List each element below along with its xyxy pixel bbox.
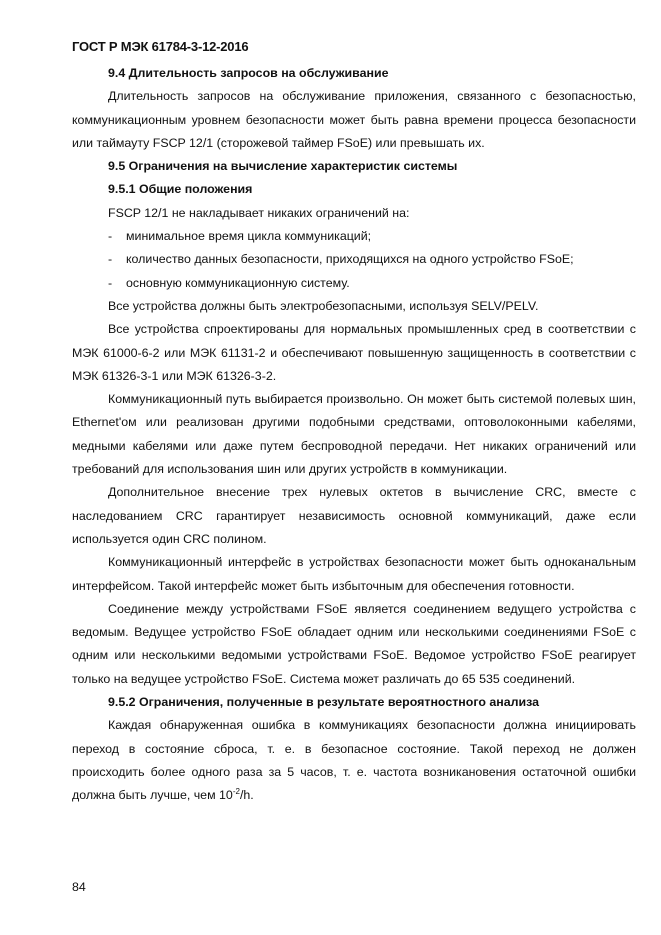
section-9-5-1-title: 9.5.1 Общие положения: [108, 182, 253, 197]
error-rate-unit: /h.: [239, 788, 254, 803]
list-item-text: количество данных безопасности, приходящихся на одного устройство FSoE;: [126, 252, 574, 267]
section-9-5-title: 9.5 Ограничения на вычисление характеристик системы: [108, 159, 458, 174]
page-number: 84: [72, 880, 86, 894]
list-item: [72, 225, 636, 248]
list-item: [72, 248, 636, 271]
error-rate-text: Каждая обнаруженная ошибка в коммуникациях безопасности должна инициировать переход в состояние сброса, т. е. в безопасное состояние. Такой переход не должен происходить более одного раза за 5 часов, т. е. частота возникановения остаточной ошибки должна быть лучше, чем 10: [72, 718, 636, 803]
connection-paragraph: Соединение между устройствами FSoE является соединением ведущего устройства с ведомым. Ведущее устройство FSoE обладает одним или несколькими соединениями FSoE с одним или несколькими ведомыми устройствами FSoE. Ведомое устройство FSoE реагирует только на ведущее устройство FSoE. Система может различать до 65 535 соединений.: [72, 601, 636, 686]
list-dash: -: [108, 275, 113, 290]
environment-paragraph: Все устройства спроектированы для нормальных промышленных сред в соответствии с МЭК 61000-6-2 или МЭК 61131-2 и обеспечивают повышенную защищенность в соответствии с МЭК 61326-3-1 или МЭК 61326-3-2.: [72, 322, 636, 383]
list-dash: -: [108, 229, 113, 244]
section-9-5-2-title: 9.5.2 Ограничения, полученные в результате вероятностного анализа: [108, 695, 539, 710]
fscp-intro-paragraph: FSCP 12/1 не накладывает никаких ограничений на:: [108, 205, 410, 220]
list-dash: -: [108, 252, 113, 267]
error-rate-paragraph: [72, 714, 636, 807]
selv-paragraph: Все устройства должны быть электробезопасными, используя SELV/PELV.: [108, 298, 539, 313]
list-item: [72, 272, 636, 295]
list-item-text: минимальное время цикла коммуникаций;: [126, 229, 372, 244]
section-9-4-title: 9.4 Длительность запросов на обслуживание: [108, 66, 389, 80]
document-header: ГОСТ Р МЭК 61784-3-12-2016: [72, 39, 249, 54]
interface-paragraph: Коммуникационный интерфейс в устройствах безопасности может быть одноканальным интерфейсом. Такой интерфейс может быть избыточным для обеспечения готовности.: [72, 555, 636, 593]
list-item-text: основную коммуникационную систему.: [126, 275, 350, 290]
error-rate-exponent: -2: [232, 787, 240, 797]
communication-path-paragraph: Коммуникационный путь выбирается произвольно. Он может быть системой полевых шин, Ethernet'ом или реализован другими подобными средствами, оптоволоконными кабелями, медными кабелями или даже путем беспроводной передачи. Нет никаких ограничений или требований для использования шин или других устройств в коммуникации.: [72, 392, 636, 477]
crc-paragraph: Дополнительное внесение трех нулевых октетов в вычисление CRC, вместе с наследованием CRC гарантирует независимость основной коммуникаций, даже если используется один CRC полином.: [72, 485, 636, 546]
section-9-4-paragraph: Длительность запросов на обслуживание приложения, связанного с безопасностью, коммуникационным уровнем безопасности может быть равна времени процесса безопасности или таймауту FSCP 12/1 (сторожевой таймер FSoE) или превышать их.: [72, 89, 636, 150]
page-content: [72, 62, 636, 808]
